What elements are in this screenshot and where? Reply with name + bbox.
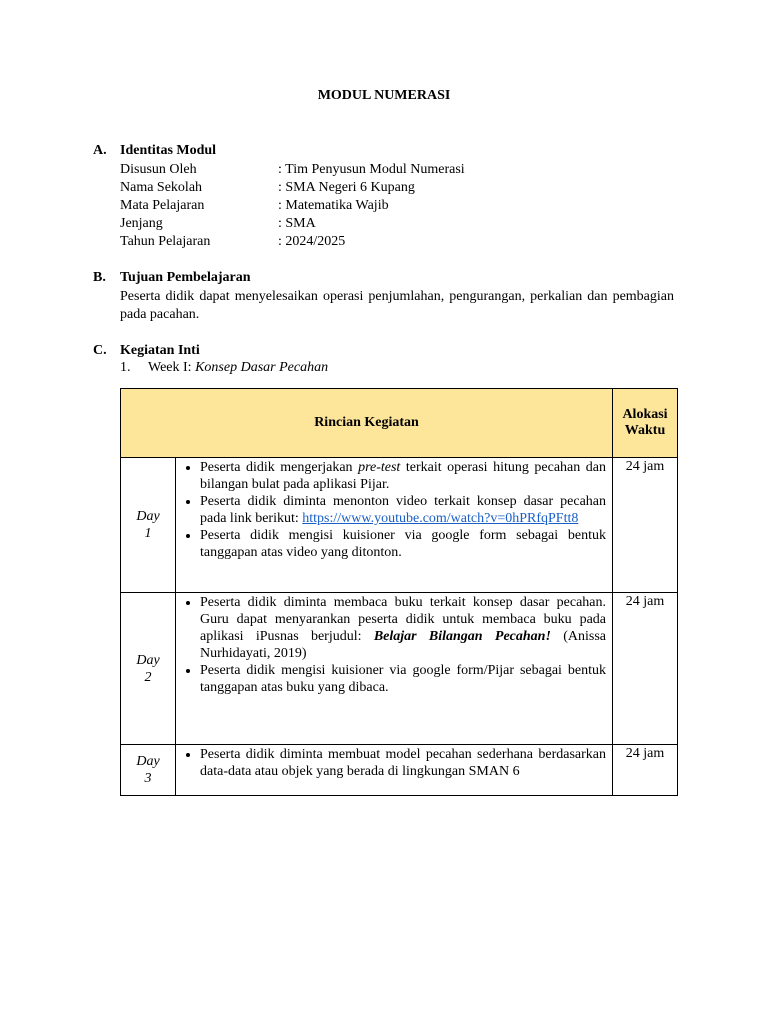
table-row [121, 593, 678, 745]
day-cell [121, 593, 176, 745]
list-item [200, 493, 606, 527]
day-number: 3 [144, 771, 152, 786]
identity-row [120, 197, 389, 215]
section-b-letter: B. [93, 270, 106, 285]
day-label: Day [136, 652, 160, 668]
duration-cell: 24 jam [613, 745, 678, 796]
bullet-text: (Anissa Nurhidayati, 2019) [200, 629, 606, 661]
section-c-heading [93, 343, 200, 359]
header-time-allocation [613, 389, 678, 458]
section-c-letter: C. [93, 343, 107, 358]
bullet-emphasis: pre-test [358, 460, 401, 475]
week-topic: Konsep Dasar Pecahan [195, 360, 329, 375]
day-cell [121, 458, 176, 593]
identity-value: : Tim Penyusun Modul Numerasi [278, 162, 465, 177]
header-time-line-2: Waktu [624, 423, 666, 438]
day-number: 1 [144, 526, 152, 541]
bullet-text: Peserta didik diminta menonton video terkait konsep dasar pecahan pada link berikut: [200, 494, 606, 526]
identity-row [120, 233, 345, 251]
list-item [200, 527, 606, 561]
book-title: Belajar Bilangan Pecahan! [373, 629, 551, 644]
header-activity-details: Rincian Kegiatan [121, 389, 613, 458]
activity-list [180, 594, 606, 696]
section-a-heading [93, 143, 216, 159]
activity-details-cell [176, 458, 613, 593]
activity-details-cell [176, 745, 613, 796]
section-b-title: Tujuan Pembelajaran [120, 270, 251, 285]
section-a-letter: A. [93, 143, 107, 158]
bullet-text: Peserta didik mengisi kuisioner via google form/Pijar sebagai bentuk tanggapan atas buku yang dibaca. [200, 663, 606, 695]
day-cell [121, 745, 176, 796]
table-row [121, 745, 678, 796]
identity-key: Tahun Pelajaran [120, 234, 211, 249]
day-label: Day [136, 509, 160, 524]
week-label: Week I: [148, 360, 196, 375]
list-item [200, 594, 606, 662]
identity-value: : 2024/2025 [278, 234, 346, 249]
activity-list [180, 459, 606, 561]
activity-table [120, 388, 678, 796]
bullet-text: Peserta didik diminta membaca buku terkait konsep dasar pecahan. Guru dapat menyarankan peserta didik untuk membaca buku pada aplikasi iPusnas berjudul: [200, 595, 606, 644]
bullet-text: Peserta didik mengerjakan [200, 460, 359, 475]
activity-details-cell [176, 593, 613, 745]
identity-value: : SMA Negeri 6 Kupang [278, 180, 415, 195]
duration-cell: 24 jam [613, 458, 678, 593]
header-time-line-1: Alokasi [622, 407, 668, 422]
activity-list [180, 746, 606, 780]
section-c-title: Kegiatan Inti [120, 343, 200, 358]
section-b-heading [93, 270, 251, 286]
identity-row [120, 215, 316, 233]
list-item [200, 746, 606, 780]
identity-key: Disusun Oleh [120, 162, 197, 177]
day-number: 2 [144, 669, 152, 685]
week-line [120, 360, 328, 376]
bullet-text: terkait operasi hitung pecahan dan bilangan bulat pada aplikasi Pijar. [200, 460, 606, 492]
week-number: 1. [120, 360, 131, 375]
table-header-row [121, 389, 678, 458]
duration-cell: 24 jam [613, 593, 678, 745]
document-title: MODUL NUMERASI [317, 88, 451, 103]
identity-key: Nama Sekolah [120, 180, 203, 195]
youtube-link[interactable]: https://www.youtube.com/watch?v=0hPRfqPFtt8 [302, 511, 579, 526]
identity-value: : Matematika Wajib [278, 198, 389, 213]
section-a-title: Identitas Modul [120, 143, 217, 158]
table-row [121, 458, 678, 593]
bullet-text: Peserta didik diminta membuat model pecahan sederhana berdasarkan data-data atau objek yang berada di lingkungan SMAN 6 [200, 747, 606, 779]
identity-row [120, 179, 415, 197]
bullet-text: Peserta didik mengisi kuisioner via google form sebagai bentuk tanggapan atas video yang ditonton. [200, 528, 606, 560]
day-label: Day [136, 754, 160, 769]
identity-key: Mata Pelajaran [120, 198, 205, 213]
list-item [200, 662, 606, 696]
list-item [200, 459, 606, 493]
identity-row [120, 161, 465, 179]
learning-objective-text: Peserta didik dapat menyelesaikan operasi penjumlahan, pengurangan, perkalian dan pembagian pada pacahan. [120, 289, 674, 322]
identity-value: : SMA [278, 216, 316, 231]
identity-key: Jenjang [120, 216, 163, 231]
